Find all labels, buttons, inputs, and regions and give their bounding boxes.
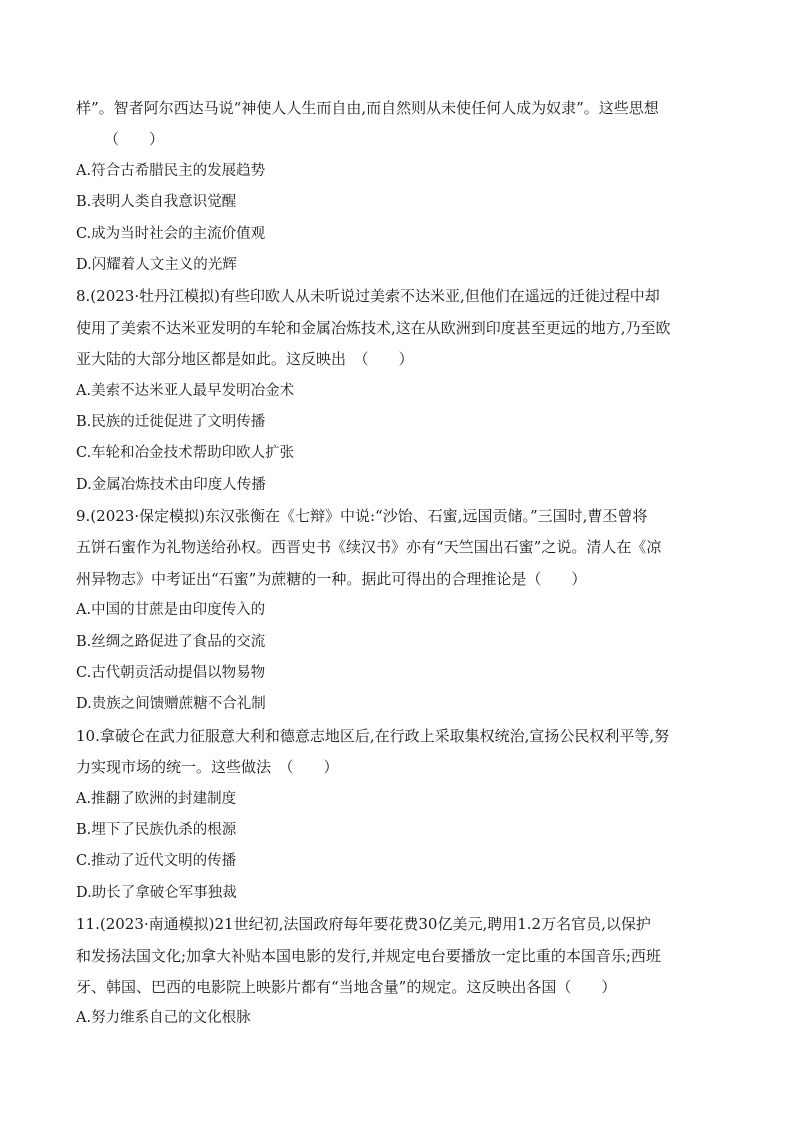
option-d: D.金属冶炼技术由印度人传播 [76,476,266,493]
question-stem-line: 州异物志》中考证出“石蜜”为蔗糖的一种。据此可得出的合理推论是（ ） [76,569,587,588]
option-a: A.符合古希腊民主的发展趋势 [76,162,266,179]
option-c: C.推动了近代文明的传播 [76,853,237,870]
question-stem-line: 10.拿破仑在武力征服意大利和德意志地区后,在行政上采取集权统治,宣扬公民权利平等,努 [76,726,670,745]
question-stem-line: 牙、韩国、巴西的电影院上映影片都有“当地含量”的规定。这反映出各国（ ） [76,977,617,996]
option-d: D.助长了拿破仑军事独裁 [76,884,237,901]
option-a: A.美索不达米亚人最早发明冶金术 [76,382,295,399]
question-7 [76,93,722,281]
option-b: B.民族的迁徙促进了文明传播 [76,413,266,430]
question-9 [76,501,722,721]
question-stem-line: 使用了美索不达米亚发明的车轮和金属冶炼技术,这在从欧洲到印度甚至更远的地方,乃至欧 [76,318,671,337]
option-b: B.丝绸之路促进了食品的交流 [76,633,266,650]
option-b: B.埋下了民族仇杀的根源 [76,821,237,838]
question-stem-line: 力实现市场的统一。这些做法 （ ） [76,758,339,777]
option-c: C.古代朝贡活动提倡以物易物 [76,665,266,682]
answer-blank: （ ） [104,130,165,149]
option-b: B.表明人类自我意识觉醒 [76,194,237,211]
question-stem-line: 五饼石蜜作为礼物送给孙权。西晋史书《续汉书》亦有“天竺国出石蜜”之说。清人在《凉 [76,538,662,557]
question-stem-line: 和发扬法国文化;加拿大补贴本国电影的发行,并规定电台要播放一定比重的本国音乐;西班 [76,946,661,965]
option-c: C.车轮和冶金技术帮助印欧人扩张 [76,445,295,462]
question-stem-line: 亚大陆的大部分地区都是如此。这反映出 （ ） [76,350,414,369]
option-d: D.闪耀着人文主义的光辉 [76,256,237,273]
question-11 [76,909,722,1035]
option-d: D.贵族之间馈赠蔗糖不合礼制 [76,696,266,713]
option-a: A.推翻了欧洲的封建制度 [76,790,237,807]
option-a: A.努力维系自己的文化根脉 [76,1010,251,1027]
question-stem-line: 9.(2023·保定模拟)东汉张衡在《七辩》中说:“沙饴、石蜜,远国贡储。”三国时,曹丕曾将 [76,507,648,526]
question-list [76,93,722,1035]
question-10 [76,721,722,909]
question-stem-line: 11.(2023·南通模拟)21世纪初,法国政府每年要花费30亿美元,聘用1.2万名官员,以保护 [76,915,651,934]
option-a: A.中国的甘蔗是由印度传入的 [76,602,266,619]
option-c: C.成为当时社会的主流价值观 [76,225,266,242]
question-8 [76,281,722,501]
question-stem-line: 样”。智者阿尔西达马说“神使人人生而自由,而自然则从未使任何人成为奴隶”。这些思想 [76,99,659,117]
question-stem-line: 8.(2023·牡丹江模拟)有些印欧人从未听说过美索不达米亚,但他们在遥远的迁徙过程中却 [76,287,660,306]
